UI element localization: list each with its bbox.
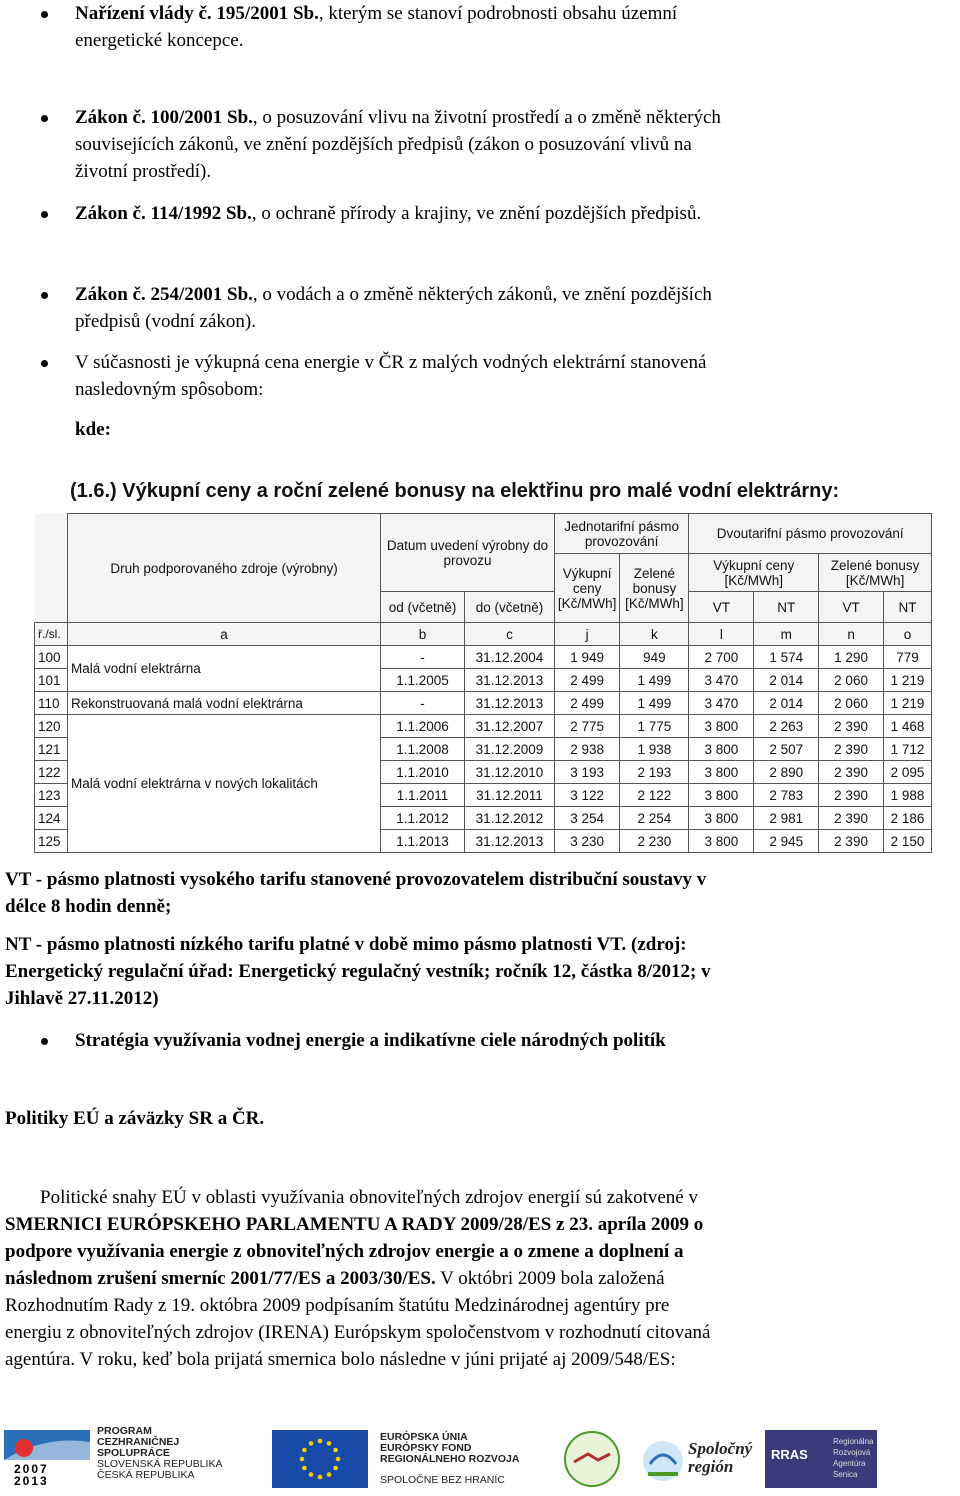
nt-note — [5, 931, 945, 1012]
col-letter: ř./sl. — [35, 623, 68, 646]
table-title: (1.6.) Výkupní ceny a roční zelené bonusy na elektřinu pro malé vodní elektrárny: — [70, 480, 840, 502]
value-cell: 31.12.2007 — [465, 715, 555, 738]
eu-line: EURÓPSKY FOND — [380, 1442, 472, 1454]
value-cell: 2 230 — [620, 830, 689, 853]
value-cell: 2 783 — [754, 784, 819, 807]
value-cell: 3 470 — [689, 692, 754, 715]
row-number-cell: 123 — [35, 784, 68, 807]
value-cell: 1.1.2013 — [381, 830, 465, 853]
paragraph-line: energiu z obnoviteľných zdrojov (IRENA) Európskym spoločenstvom v rozhodnutí citovaná — [5, 1322, 711, 1343]
value-cell: 2 499 — [554, 692, 620, 715]
paragraph-line: Rozhodnutím Rady z 19. októbra 2009 podpísaním štatútu Medzinárodnej agentúry pre — [5, 1295, 670, 1316]
value-cell: 2 095 — [884, 761, 932, 784]
empty-cell — [35, 514, 68, 623]
law-desc: , o ochraně přírody a krajiny, ve znění pozdějších předpisů. — [251, 203, 702, 224]
col-letter: a — [67, 623, 380, 646]
value-cell: 1.1.2012 — [381, 807, 465, 830]
law-title: Zákon č. 100/2001 Sb. — [75, 107, 253, 128]
row-number-cell: 100 — [35, 646, 68, 669]
value-cell: 2 263 — [754, 715, 819, 738]
value-cell: 3 800 — [689, 761, 754, 784]
value-cell: 3 800 — [689, 738, 754, 761]
value-cell: - — [381, 692, 465, 715]
program-line: CEZHRANIČNEJ — [97, 1436, 180, 1448]
bullet — [41, 211, 48, 218]
value-cell: 2 507 — [754, 738, 819, 761]
col-letter: j — [554, 623, 620, 646]
value-cell: 1 499 — [620, 692, 689, 715]
eu-motto: SPOLOČNE BEZ HRANÍC — [380, 1474, 505, 1486]
rras-line: Rozvojová — [833, 1448, 871, 1457]
value-cell: 2 981 — [754, 807, 819, 830]
law-desc: , o vodách a o změně některých zákonů, ve znění pozdějších — [252, 284, 712, 305]
col-letter: n — [819, 623, 884, 646]
value-cell: 3 800 — [689, 784, 754, 807]
value-cell: 2 700 — [689, 646, 754, 669]
list-item — [75, 281, 935, 335]
col-letter: o — [884, 623, 932, 646]
bullet — [41, 115, 48, 122]
value-cell: 3 122 — [554, 784, 620, 807]
law-desc: souvisejících zákonů, ve znění pozdějších předpisů (zákon o posuzování vlivů na — [75, 134, 692, 155]
program-line: SPOLUPRÁCE — [97, 1447, 170, 1459]
paragraph-line: V októbri 2009 bola založená — [435, 1268, 665, 1289]
value-cell: 2 390 — [819, 738, 884, 761]
row-number-cell: 124 — [35, 807, 68, 830]
eu-star-icon — [327, 1441, 332, 1446]
eu-line: EURÓPSKA ÚNIA — [380, 1431, 468, 1443]
bullet — [41, 292, 48, 299]
value-cell: 1 290 — [819, 646, 884, 669]
col-letter: c — [465, 623, 555, 646]
value-cell: 3 254 — [554, 807, 620, 830]
strategy-heading: Stratégia využívania vodnej energie a indikatívne ciele národných politík — [75, 1030, 666, 1051]
eu-flag-icon — [272, 1430, 368, 1496]
program-logo — [4, 1430, 90, 1488]
value-cell: 31.12.2012 — [465, 807, 555, 830]
year-start: 2007 — [14, 1462, 49, 1476]
rras-line: Senica — [833, 1470, 858, 1479]
value-cell: 2 390 — [819, 715, 884, 738]
row-number-cell: 125 — [35, 830, 68, 853]
value-cell: 3 230 — [554, 830, 620, 853]
eu-star-icon — [333, 1448, 338, 1453]
header-nt: NT — [884, 592, 932, 623]
tariff-table — [34, 513, 932, 853]
header-buy-price: Výkupní ceny [Kč/MWh] — [689, 554, 819, 592]
table-row — [35, 646, 932, 669]
table-body — [35, 646, 932, 853]
eu-star-icon — [333, 1466, 338, 1471]
paragraph-line: V súčasnosti je výkupná cena energie v ČR z malých vodných elektrární stanovená — [75, 352, 707, 373]
program-line: SLOVENSKÁ REPUBLIKA — [97, 1458, 223, 1470]
value-cell: 1 712 — [884, 738, 932, 761]
law-desc: životní prostředí). — [75, 161, 212, 182]
note-line: Jihlavě 27.11.2012) — [5, 988, 159, 1009]
value-cell: 31.12.2009 — [465, 738, 555, 761]
value-cell: 2 938 — [554, 738, 620, 761]
bird-logo-icon — [640, 1436, 686, 1494]
value-cell: 1 499 — [620, 669, 689, 692]
row-number-cell: 120 — [35, 715, 68, 738]
paragraph-line: následnom zrušení smerníc 2001/77/ES a 2003/30/ES. — [5, 1268, 436, 1289]
header-type: Druh podporovaného zdroje (výrobny) — [67, 514, 380, 623]
eu-star-icon — [309, 1472, 314, 1477]
value-cell: 2 014 — [754, 692, 819, 715]
value-cell: 1 949 — [554, 646, 620, 669]
eu-star-icon — [327, 1472, 332, 1477]
note-line: Energetický regulační úřad: Energetický regulačný vestník; ročník 12, částka 8/2012; v — [5, 961, 711, 982]
rras-label: RRAS — [771, 1447, 808, 1462]
value-cell: 1 219 — [884, 669, 932, 692]
source-type-cell: Malá vodní elektrárna — [67, 646, 380, 692]
value-cell: 3 800 — [689, 830, 754, 853]
value-cell: 2 193 — [620, 761, 689, 784]
eu-star-icon — [302, 1466, 307, 1471]
value-cell: 2 060 — [819, 692, 884, 715]
value-cell: 31.12.2004 — [465, 646, 555, 669]
list-item — [75, 104, 935, 185]
value-cell: 2 390 — [819, 830, 884, 853]
value-cell: 31.12.2010 — [465, 761, 555, 784]
note-line: NT - pásmo platnosti nízkého tarifu platné v době mimo pásmo platnosti VT. (zdroj: — [5, 934, 687, 955]
value-cell: 1 219 — [884, 692, 932, 715]
eu-star-icon — [302, 1448, 307, 1453]
rras-logo — [765, 1430, 877, 1488]
program-text — [97, 1426, 222, 1481]
bullet — [41, 360, 48, 367]
header-green-bonus: Zelené bonusy [Kč/MWh] — [620, 554, 689, 623]
value-cell: 2 499 — [554, 669, 620, 692]
handshake-logo-icon — [548, 1430, 636, 1496]
bullet — [41, 11, 48, 18]
paragraph — [5, 1184, 955, 1373]
row-number-cell: 110 — [35, 692, 68, 715]
row-number-cell: 121 — [35, 738, 68, 761]
paragraph-line: agentúra. V roku, keď bola prijatá smernica bolo následne v júni prijaté aj 2009/548/ES: — [5, 1349, 676, 1370]
value-cell: 1 468 — [884, 715, 932, 738]
source-type-cell: Rekonstruovaná malá vodní elektrárna — [67, 692, 380, 715]
value-cell: 2 390 — [819, 784, 884, 807]
paragraph-line: nasledovným spôsobom: — [75, 379, 264, 400]
law-desc: , kterým se stanoví podrobnosti obsahu územní — [318, 3, 678, 24]
paragraph-line: podpore využívania energie z obnoviteľných zdrojov energie a o zmene a doplnení a — [5, 1241, 684, 1262]
value-cell: 3 800 — [689, 807, 754, 830]
paragraph-line: SMERNICI EURÓPSKEHO PARLAMENTU A RADY 2009/28/ES z 23. apríla 2009 o — [5, 1214, 704, 1235]
region-logo: Spoločný región — [688, 1439, 753, 1476]
bullet — [41, 1038, 48, 1045]
law-title: Nařízení vlády č. 195/2001 Sb. — [75, 3, 319, 24]
eu-star-icon — [336, 1457, 341, 1462]
header-date: Datum uvedení výrobny do provozu — [381, 514, 555, 592]
header-nt: NT — [754, 592, 819, 623]
col-letter: b — [381, 623, 465, 646]
eu-text — [380, 1432, 519, 1465]
vt-note — [5, 866, 945, 920]
rras-line: Regionálna — [833, 1437, 874, 1446]
value-cell: 2 014 — [754, 669, 819, 692]
section-heading: Politiky EÚ a záväzky SR a ČR. — [5, 1108, 265, 1129]
value-cell: 2 775 — [554, 715, 620, 738]
note-line: VT - pásmo platnosti vysokého tarifu stanovené provozovatelem distribuční soustavy v — [5, 869, 707, 890]
value-cell: 1 775 — [620, 715, 689, 738]
source-type-cell: Malá vodní elektrárna v nových lokalitách — [67, 715, 380, 853]
list-item — [75, 0, 935, 54]
row-number-cell: 122 — [35, 761, 68, 784]
header-vt: VT — [819, 592, 884, 623]
header-green-bonus: Zelené bonusy [Kč/MWh] — [819, 554, 932, 592]
value-cell: 1 938 — [620, 738, 689, 761]
value-cell: 1.1.2010 — [381, 761, 465, 784]
value-cell: - — [381, 646, 465, 669]
value-cell: 779 — [884, 646, 932, 669]
value-cell: 2 254 — [620, 807, 689, 830]
law-desc: , o posuzování vlivu na životní prostředí a o změně některých — [252, 107, 721, 128]
value-cell: 3 800 — [689, 715, 754, 738]
program-line: ČESKÁ REPUBLIKA — [97, 1469, 195, 1481]
value-cell: 3 193 — [554, 761, 620, 784]
value-cell: 31.12.2013 — [465, 692, 555, 715]
value-cell: 1.1.2011 — [381, 784, 465, 807]
header-to: do (včetně) — [465, 592, 555, 623]
header-two-tariff: Dvoutarifní pásmo provozování — [689, 514, 932, 554]
note-line: délce 8 hodin denně; — [5, 896, 172, 917]
year-end: 2013 — [14, 1474, 49, 1488]
value-cell: 1.1.2005 — [381, 669, 465, 692]
value-cell: 3 470 — [689, 669, 754, 692]
rras-line: Agentúra — [833, 1459, 866, 1468]
value-cell: 31.12.2013 — [465, 830, 555, 853]
value-cell: 1.1.2008 — [381, 738, 465, 761]
header-buy-price: Výkupní ceny [Kč/MWh] — [554, 554, 620, 623]
value-cell: 2 390 — [819, 807, 884, 830]
value-cell: 31.12.2013 — [465, 669, 555, 692]
value-cell: 2 122 — [620, 784, 689, 807]
eu-star-icon — [318, 1475, 323, 1480]
paragraph-line: Politické snahy EÚ v oblasti využívania obnoviteľných zdrojov energií sú zakotvené v — [40, 1187, 698, 1208]
header-from: od (včetně) — [381, 592, 465, 623]
list-item — [75, 200, 935, 227]
col-letter: l — [689, 623, 754, 646]
eu-line: REGIONÁLNEHO ROZVOJA — [380, 1453, 520, 1465]
law-title: Zákon č. 114/1992 Sb. — [75, 203, 252, 224]
header-vt: VT — [689, 592, 754, 623]
col-letter: k — [620, 623, 689, 646]
value-cell: 2 060 — [819, 669, 884, 692]
value-cell: 2 390 — [819, 761, 884, 784]
kde-label: kde: — [75, 419, 111, 440]
value-cell: 2 890 — [754, 761, 819, 784]
list-item — [75, 349, 935, 403]
program-line: PROGRAM — [97, 1425, 152, 1437]
value-cell: 949 — [620, 646, 689, 669]
value-cell: 2 150 — [884, 830, 932, 853]
eu-star-icon — [318, 1439, 323, 1444]
law-desc: energetické koncepce. — [75, 30, 244, 51]
value-cell: 2 186 — [884, 807, 932, 830]
table-row — [35, 692, 932, 715]
value-cell: 1 574 — [754, 646, 819, 669]
row-number-cell: 101 — [35, 669, 68, 692]
law-desc: předpisů (vodní zákon). — [75, 311, 256, 332]
col-letter: m — [754, 623, 819, 646]
value-cell: 1.1.2006 — [381, 715, 465, 738]
table-row — [35, 715, 932, 738]
eu-star-icon — [309, 1441, 314, 1446]
eu-star-icon — [300, 1457, 305, 1462]
header-one-tariff: Jednotarifní pásmo provozování — [554, 514, 689, 554]
law-title: Zákon č. 254/2001 Sb. — [75, 284, 253, 305]
value-cell: 2 945 — [754, 830, 819, 853]
value-cell: 31.12.2011 — [465, 784, 555, 807]
value-cell: 1 988 — [884, 784, 932, 807]
